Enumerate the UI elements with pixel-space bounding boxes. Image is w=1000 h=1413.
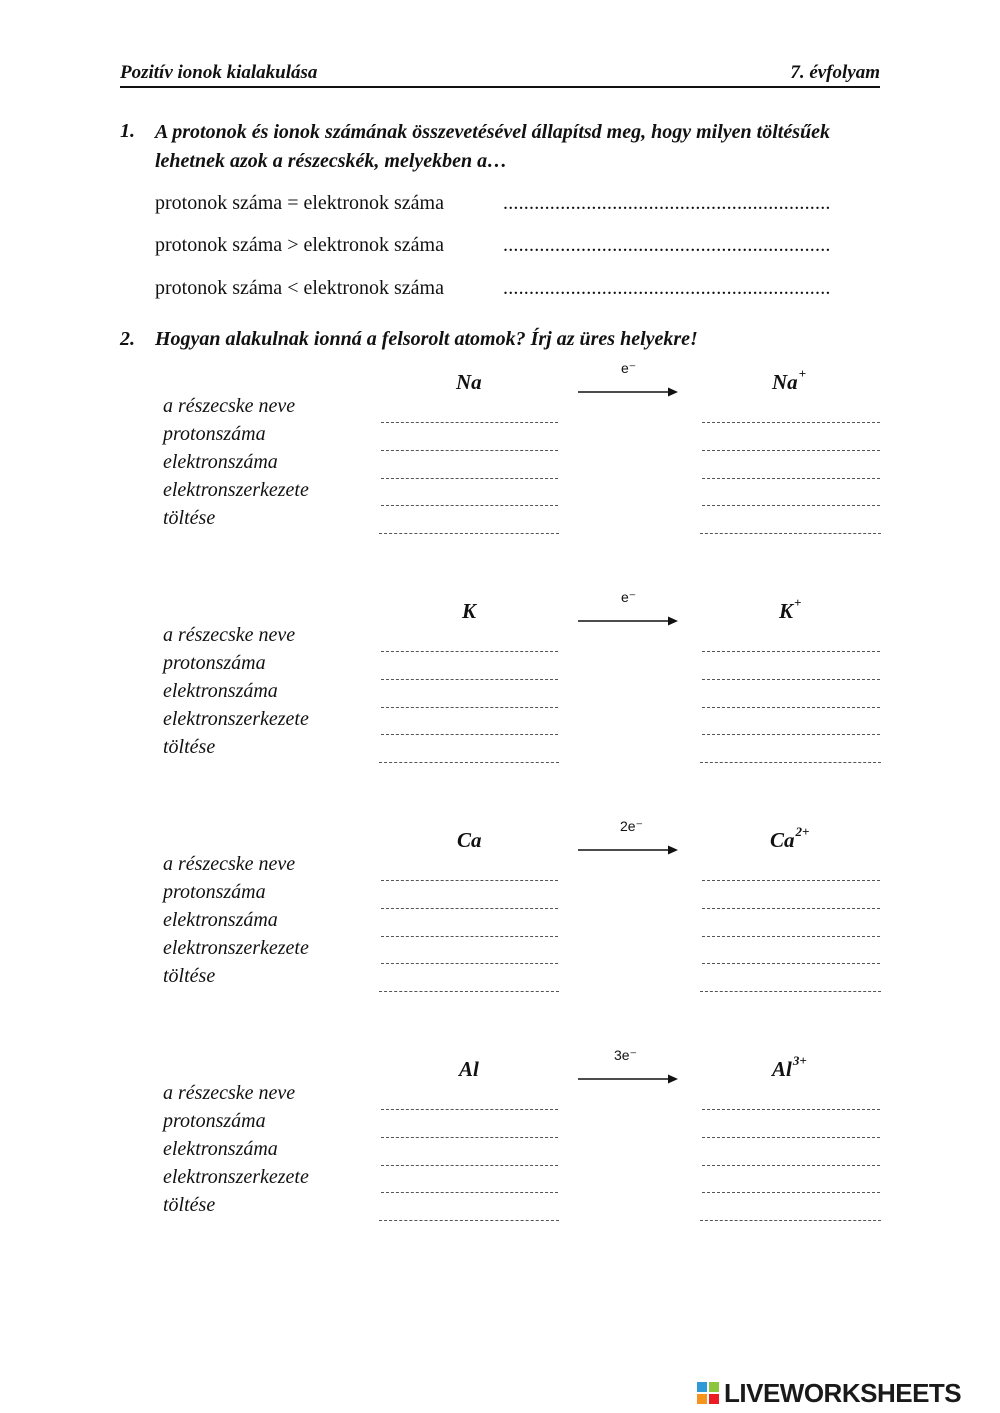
logo-square (697, 1394, 707, 1404)
right-arrow-icon (578, 386, 678, 398)
comparison-text: protonok száma < elektronok száma (155, 277, 444, 299)
atom-symbol: Ca (457, 828, 482, 852)
logo-square (709, 1394, 719, 1404)
ion-electron-blank[interactable] (702, 936, 880, 937)
ion-name-blank[interactable] (702, 422, 880, 423)
atom-symbol: K (462, 599, 477, 623)
ion-block-ca (0, 818, 1000, 1028)
atom-config-blank[interactable] (381, 1192, 558, 1193)
comparison-row-greater (155, 234, 831, 257)
atom-symbol: Na (456, 370, 482, 394)
electron-label: e⁻ (621, 360, 637, 376)
atom-electron-blank[interactable] (381, 1165, 558, 1166)
ion-symbol: K+ (779, 595, 802, 623)
ion-charge-blank[interactable] (700, 1220, 881, 1221)
ion-config-blank[interactable] (702, 1192, 880, 1193)
ion-config-blank[interactable] (702, 963, 880, 964)
atom-charge-blank[interactable] (379, 762, 559, 763)
atom-config-blank[interactable] (381, 963, 558, 964)
ion-config-blank[interactable] (702, 505, 880, 506)
ion-block-k (0, 589, 1000, 799)
ion-name-blank[interactable] (702, 651, 880, 652)
ion-name-blank[interactable] (702, 880, 880, 881)
question-2-number: 2. (120, 328, 135, 350)
atom-proton-blank[interactable] (381, 450, 558, 451)
atom-name-blank[interactable] (381, 1109, 558, 1110)
atom-charge-blank[interactable] (379, 991, 559, 992)
ion-charge-blank[interactable] (700, 533, 881, 534)
atom-config-blank[interactable] (381, 734, 558, 735)
brand-name: LIVEWORKSHEETS (724, 1377, 962, 1408)
logo-square (697, 1382, 707, 1392)
atom-config-blank[interactable] (381, 505, 558, 506)
atom-symbol: Al (459, 1057, 479, 1081)
logo-grid-icon (697, 1382, 719, 1404)
question-2-text: Hogyan alakulnak ionná a felsorolt atomok? Írj az üres helyekre! (155, 328, 698, 350)
comparison-text: protonok száma = elektronok száma (155, 192, 444, 214)
worksheet-title: Pozitív ionok kialakulása (120, 62, 318, 83)
atom-proton-blank[interactable] (381, 908, 558, 909)
ion-electron-blank[interactable] (702, 1165, 880, 1166)
atom-electron-blank[interactable] (381, 936, 558, 937)
answer-blank[interactable]: ............................................................... (503, 234, 831, 256)
right-arrow-icon (578, 844, 678, 856)
atom-name-blank[interactable] (381, 880, 558, 881)
answer-blank[interactable]: ............................................................... (503, 192, 831, 214)
right-arrow-icon (578, 615, 678, 627)
electron-label: e⁻ (621, 589, 637, 605)
right-arrow-icon (578, 1073, 678, 1085)
question-1-number: 1. (120, 120, 135, 142)
property-labels: a részecske neve protonszáma elektronszáma elektronszerkezete töltése (163, 395, 309, 529)
liveworksheets-logo[interactable] (697, 1378, 961, 1408)
ion-name-blank[interactable] (702, 1109, 880, 1110)
atom-name-blank[interactable] (381, 651, 558, 652)
ion-symbol: Na+ (772, 366, 807, 394)
atom-electron-blank[interactable] (381, 707, 558, 708)
question-1-text: A protonok és ionok számának összevetésével állapítsd meg, hogy milyen töltésűek lehetnek azok a részecskék, melyekben a… (155, 121, 830, 172)
atom-proton-blank[interactable] (381, 679, 558, 680)
atom-charge-blank[interactable] (379, 1220, 559, 1221)
ion-symbol: $Ca^{2+}$ (770, 824, 810, 852)
ion-proton-blank[interactable] (702, 908, 880, 909)
ion-proton-blank[interactable] (702, 450, 880, 451)
ion-proton-blank[interactable] (702, 1137, 880, 1138)
atom-electron-blank[interactable] (381, 478, 558, 479)
property-labels: a részecske neve protonszáma elektronszáma elektronszerkezete töltése (163, 1082, 309, 1216)
comparison-row-equal (155, 192, 831, 215)
atom-proton-blank[interactable] (381, 1137, 558, 1138)
ion-block-na (0, 360, 1000, 570)
answer-blank[interactable]: ............................................................... (503, 277, 831, 299)
grade-label: 7. évfolyam (790, 62, 880, 83)
page-header (120, 60, 880, 88)
electron-label: 3e⁻ (614, 1047, 637, 1063)
ion-block-al (0, 1047, 1000, 1257)
atom-charge-blank[interactable] (379, 533, 559, 534)
property-labels: a részecske neve protonszáma elektronszáma elektronszerkezete töltése (163, 853, 309, 987)
ion-config-blank[interactable] (702, 734, 880, 735)
ion-symbol: $Al^{3+}$ (772, 1053, 807, 1081)
comparison-text: protonok száma > elektronok száma (155, 234, 444, 256)
logo-square (709, 1382, 719, 1392)
electron-label: 2e⁻ (620, 818, 643, 834)
ion-charge-blank[interactable] (700, 762, 881, 763)
ion-electron-blank[interactable] (702, 707, 880, 708)
ion-charge-blank[interactable] (700, 991, 881, 992)
comparison-row-less (155, 277, 831, 300)
property-labels: a részecske neve protonszáma elektronszáma elektronszerkezete töltése (163, 624, 309, 758)
ion-proton-blank[interactable] (702, 679, 880, 680)
atom-name-blank[interactable] (381, 422, 558, 423)
ion-electron-blank[interactable] (702, 478, 880, 479)
